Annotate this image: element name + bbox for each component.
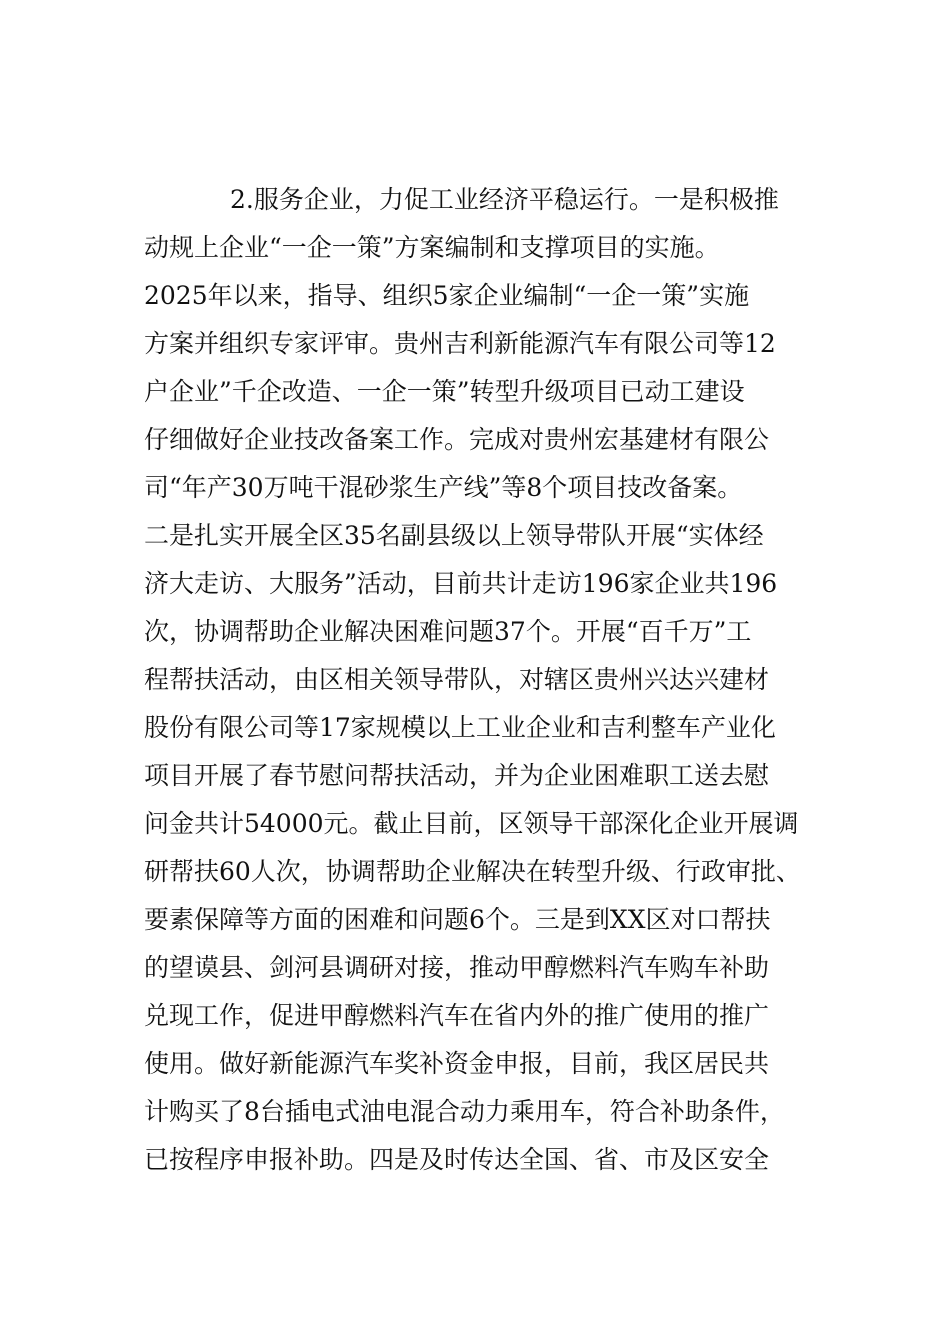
paragraph-line: 方案并组织专家评审。贵州吉利新能源汽车有限公司等12 xyxy=(144,329,776,358)
paragraph-line: 2.服务企业，力促工业经济平稳运行。一是积极推 xyxy=(230,185,779,214)
paragraph-line: 计购买了8台插电式油电混合动力乘用车，符合补助条件， xyxy=(144,1097,785,1126)
paragraph-line: 户企业”千企改造、一企一策”转型升级项目已动工建设 xyxy=(144,377,745,406)
paragraph-line: 二是扎实开展全区35名副县级以上领导带队开展“实体经 xyxy=(144,521,764,550)
paragraph-line: 程帮扶活动，由区相关领导带队，对辖区贵州兴达兴建材 xyxy=(144,665,770,694)
paragraph-line: 的望谟县、剑河县调研对接，推动甲醇燃料汽车购车补助 xyxy=(144,953,770,982)
paragraph-line: 司“年产30万吨干混砂浆生产线”等8个项目技改备案。 xyxy=(144,473,743,502)
paragraph-line: 仔细做好企业技改备案工作。完成对贵州宏基建材有限公 xyxy=(144,425,770,454)
paragraph-line: 要素保障等方面的困难和问题6个。三是到XX区对口帮扶 xyxy=(144,905,771,934)
paragraph-line: 研帮扶60人次，协调帮助企业解决在转型升级、行政审批、 xyxy=(144,857,801,886)
paragraph-line: 动规上企业“一企一策”方案编制和支撑项目的实施。 xyxy=(144,233,720,262)
paragraph-line: 使用。做好新能源汽车奖补资金申报，目前，我区居民共 xyxy=(144,1049,770,1078)
paragraph-line: 次，协调帮助企业解决困难问题37个。开展“百千万”工 xyxy=(144,617,752,646)
paragraph-line: 已按程序申报补助。四是及时传达全国、省、市及区安全 xyxy=(144,1145,770,1174)
paragraph-line: 兑现工作，促进甲醇燃料汽车在省内外的推广使用的推广 xyxy=(144,1001,770,1030)
paragraph-line: 项目开展了春节慰问帮扶活动，并为企业困难职工送去慰 xyxy=(144,761,770,790)
paragraph-line: 济大走访、大服务”活动，目前共计走访196家企业共196 xyxy=(144,569,778,598)
paragraph-line: 股份有限公司等17家规模以上工业企业和吉利整车产业化 xyxy=(144,713,776,742)
paragraph-line: 问金共计54000元。截止目前，区领导干部深化企业开展调 xyxy=(144,809,799,838)
paragraph-line: 2025年以来，指导、组织5家企业编制“一企一策”实施 xyxy=(144,281,750,310)
